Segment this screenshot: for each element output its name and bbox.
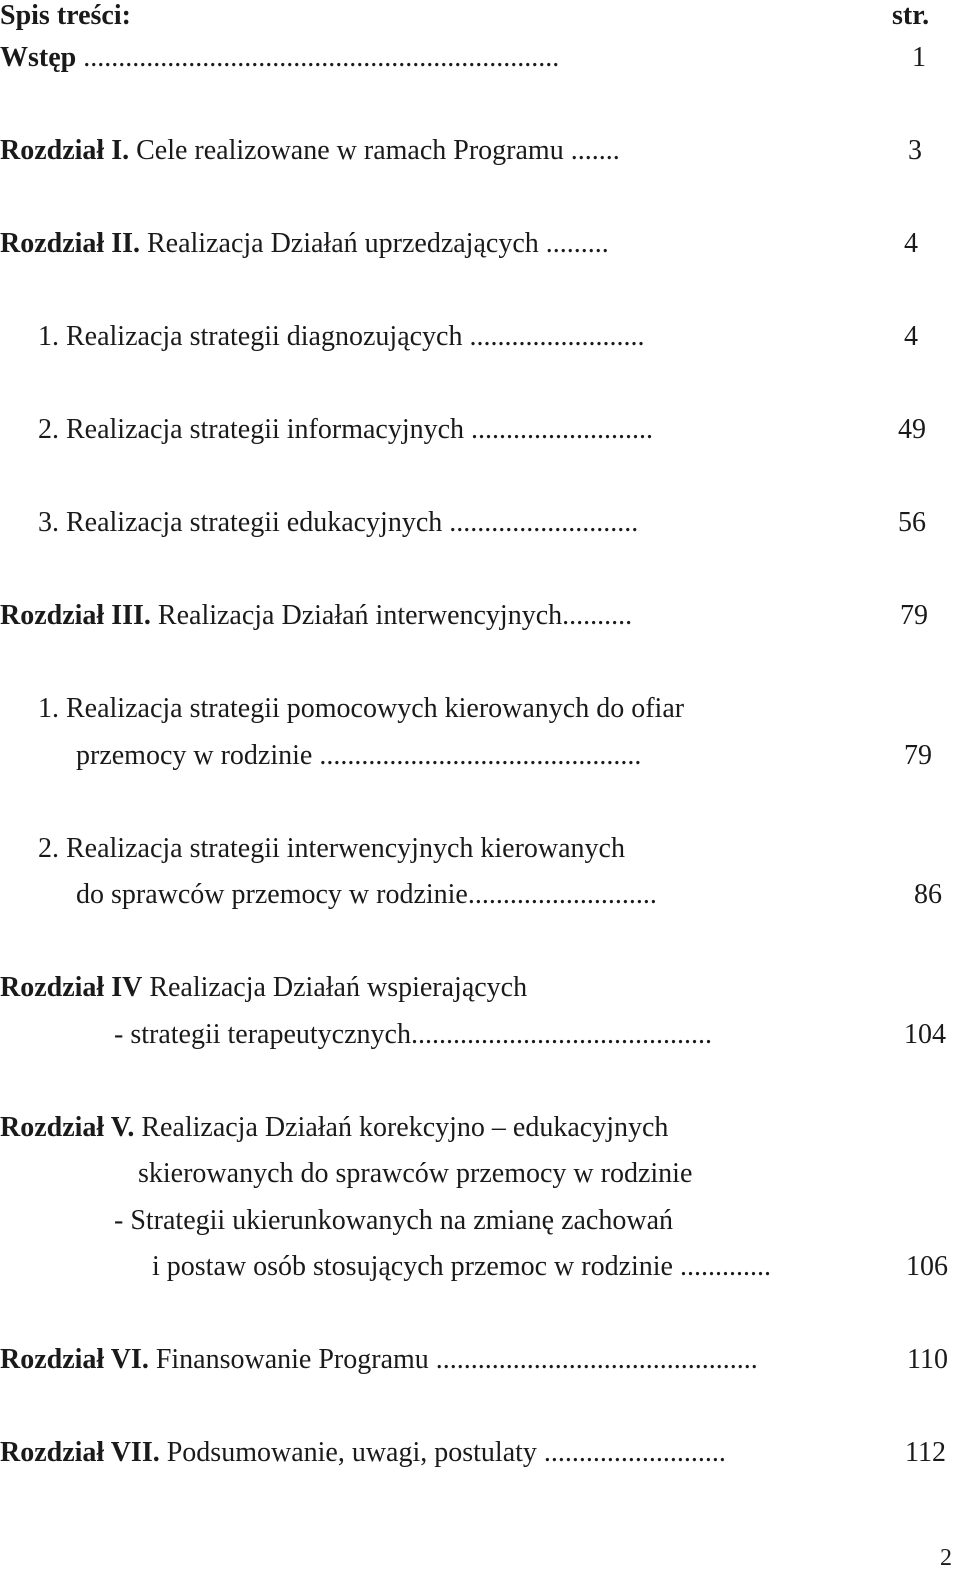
toc-entry-rozdzial-7: Rozdział VII. Podsumowanie, uwagi, postulaty ..........................	[0, 1437, 726, 1468]
toc-title: Spis treści:	[0, 0, 131, 31]
toc-entry-wstep: Wstęp ....................................................................	[0, 42, 560, 73]
toc-entry-rozdzial-2: Rozdział II. Realizacja Działań uprzedzających .........	[0, 228, 609, 259]
toc-entry-rozdzial-5: Rozdział V. Realizacja Działań korekcyjno – edukacyjnych	[0, 1112, 669, 1143]
toc-entry-rozdzial-4: Rozdział IV Realizacja Działań wspierających	[0, 972, 528, 1003]
toc-page-number: 1	[912, 42, 926, 73]
toc-page-number: 110	[907, 1344, 948, 1375]
toc-page-number: 106	[906, 1251, 948, 1282]
toc-page-number: 104	[904, 1019, 946, 1050]
toc-subentry: 2. Realizacja strategii informacyjnych ..........................	[38, 414, 654, 445]
page-number: 2	[940, 1545, 952, 1571]
toc-subentry: - Strategii ukierunkowanych na zmianę zachowań	[114, 1205, 674, 1236]
toc-entry-rozdzial-1: Rozdział I. Cele realizowane w ramach Programu .......	[0, 135, 620, 166]
toc-page-number: 79	[900, 600, 928, 631]
toc-entry-rozdzial-6: Rozdział VI. Finansowanie Programu ..............................................	[0, 1344, 758, 1375]
toc-subentry: 1. Realizacja strategii pomocowych kierowanych do ofiar	[38, 693, 685, 724]
page-column-header: str.	[892, 0, 930, 31]
toc-page-number: 112	[905, 1437, 946, 1468]
toc-page-number: 86	[914, 879, 942, 910]
toc-subentry-continued: przemocy w rodzinie ..............................................	[76, 740, 642, 771]
toc-subentry-continued: i postaw osób stosujących przemoc w rodzinie .............	[152, 1251, 771, 1282]
toc-page-number: 79	[904, 740, 932, 771]
toc-entry-continued: skierowanych do sprawców przemocy w rodzinie	[138, 1158, 693, 1189]
toc-subentry: 2. Realizacja strategii interwencyjnych kierowanych	[38, 833, 625, 864]
toc-subentry: - strategii terapeutycznych...........................................	[114, 1019, 712, 1050]
toc-page-number: 56	[898, 507, 926, 538]
toc-page-number: 4	[904, 321, 918, 352]
toc-page-number: 4	[904, 228, 918, 259]
toc-page-number: 3	[908, 135, 922, 166]
toc-subentry: 1. Realizacja strategii diagnozujących .........................	[38, 321, 645, 352]
toc-entry-rozdzial-3: Rozdział III. Realizacja Działań interwencyjnych..........	[0, 600, 633, 631]
toc-subentry-continued: do sprawców przemocy w rodzinie...........................	[76, 879, 657, 910]
toc-subentry: 3. Realizacja strategii edukacyjnych ...........................	[38, 507, 639, 538]
toc-page-number: 49	[898, 414, 926, 445]
